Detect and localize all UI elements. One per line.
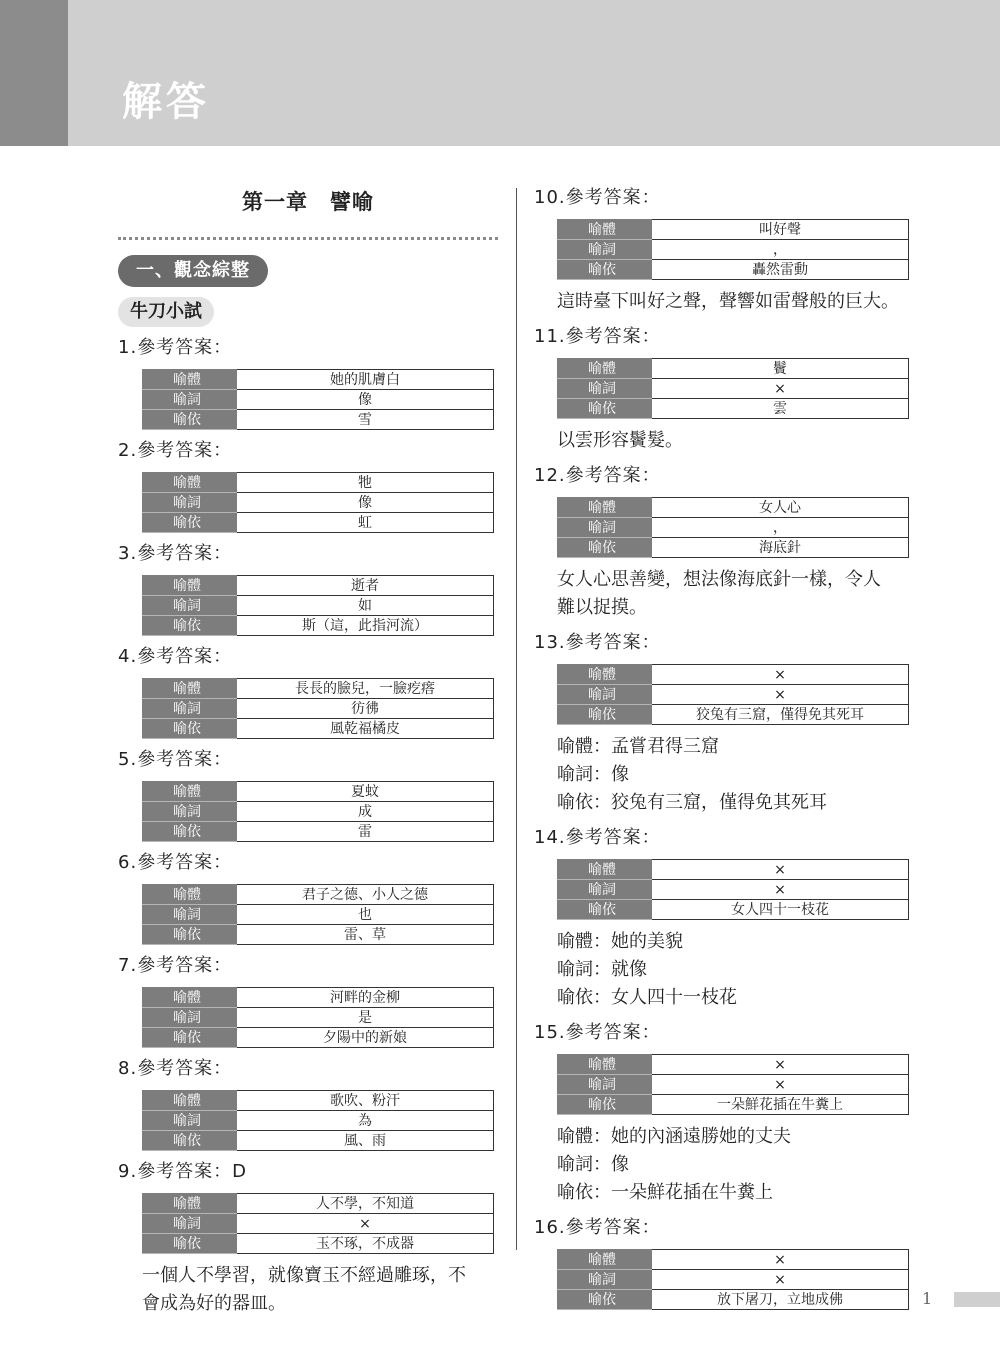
- row-key: 喻詞: [558, 240, 652, 260]
- question-number: 2.: [118, 440, 138, 461]
- explanation-line: 喻體：她的美貌: [557, 931, 683, 952]
- left-column: [118, 160, 498, 1318]
- row-key: 喻依: [143, 925, 237, 945]
- page-title: 解答: [122, 79, 210, 125]
- question-label: [534, 1019, 914, 1047]
- question-number: 6.: [118, 852, 138, 873]
- explanation-line: 一個人不學習，就像寶玉不經過雕琢，不: [142, 1265, 466, 1286]
- row-key: 喻體: [558, 1250, 652, 1270]
- row-value: ×: [652, 1250, 909, 1270]
- row-value: 風乾福橘皮: [237, 719, 494, 739]
- explanation: [557, 928, 914, 1012]
- question-label-text: 參考答案：: [137, 543, 233, 564]
- page-number-bar: [954, 1292, 1000, 1307]
- answer-row: [558, 1290, 909, 1310]
- question-label: [534, 323, 914, 351]
- row-value: 河畔的金柳: [237, 988, 494, 1008]
- question-label-text: 參考答案：: [137, 646, 233, 667]
- row-key: 喻依: [143, 1028, 237, 1048]
- question-number: 8.: [118, 1058, 138, 1079]
- question-label-text: 參考答案：: [137, 337, 233, 358]
- row-key: 喻依: [143, 719, 237, 739]
- answer-row: [143, 513, 494, 533]
- row-value: ×: [652, 665, 909, 685]
- question-number: 10.: [534, 187, 566, 208]
- question-block: [534, 323, 914, 455]
- explanation-line: 喻體：她的內涵遠勝她的丈夫: [557, 1126, 791, 1147]
- row-value: 虹: [237, 513, 494, 533]
- explanation-line: 女人心思善變，想法像海底針一樣，令人: [557, 569, 881, 590]
- answer-row: [558, 1055, 909, 1075]
- question-label-text: 參考答案：: [565, 465, 661, 486]
- row-value: 是: [237, 1008, 494, 1028]
- row-key: 喻依: [558, 399, 652, 419]
- question-block: [118, 1158, 498, 1318]
- explanation-line: 會成為好的器皿。: [142, 1293, 286, 1314]
- answer-row: [143, 596, 494, 616]
- explanation-line: 難以捉摸。: [557, 597, 647, 618]
- row-key: 喻依: [558, 705, 652, 725]
- explanation: [557, 427, 914, 455]
- question-label: [534, 184, 914, 212]
- right-column: [534, 160, 914, 1310]
- row-value: ×: [652, 880, 909, 900]
- row-value: ，: [652, 518, 909, 538]
- page-number: 1: [922, 1289, 933, 1308]
- row-key: 喻體: [558, 498, 652, 518]
- question-number: 11.: [534, 326, 566, 347]
- question-block: [534, 1019, 914, 1207]
- row-value: 叫好聲: [652, 220, 909, 240]
- question-block: [118, 849, 498, 945]
- answer-row: [558, 685, 909, 705]
- row-value: ，: [652, 240, 909, 260]
- row-value: 雷、草: [237, 925, 494, 945]
- answer-row: [143, 390, 494, 410]
- question-label: [118, 952, 498, 980]
- row-key: 喻依: [558, 1290, 652, 1310]
- row-key: 喻體: [143, 885, 237, 905]
- explanation-line: 喻詞：像: [557, 1154, 629, 1175]
- explanation-line: 喻詞：就像: [557, 959, 647, 980]
- row-value: 女人四十一枝花: [652, 900, 909, 920]
- row-value: 玉不琢，不成器: [237, 1234, 494, 1254]
- answer-row: [143, 370, 494, 390]
- row-value: 君子之德、小人之德: [237, 885, 494, 905]
- question-label-text: 參考答案：: [137, 440, 233, 461]
- row-key: 喻詞: [558, 685, 652, 705]
- question-label-text: 參考答案：: [137, 955, 233, 976]
- row-value: 夕陽中的新娘: [237, 1028, 494, 1048]
- answer-row: [143, 1111, 494, 1131]
- row-key: 喻依: [143, 616, 237, 636]
- answer-row: [143, 576, 494, 596]
- explanation-line: 喻依：狡兔有三窟，僅得免其死耳: [557, 792, 827, 813]
- answer-row: [143, 802, 494, 822]
- question-block: [534, 629, 914, 817]
- row-value: 為: [237, 1111, 494, 1131]
- answer-row: [143, 1214, 494, 1234]
- answer-row: [143, 1028, 494, 1048]
- answer-row: [143, 782, 494, 802]
- question-block: [118, 540, 498, 636]
- row-value: 一朵鮮花插在牛糞上: [652, 1095, 909, 1115]
- row-value: 人不學，不知道: [237, 1194, 494, 1214]
- question-block: [534, 184, 914, 316]
- explanation-line: 喻依：一朵鮮花插在牛糞上: [557, 1182, 773, 1203]
- question-label: [118, 540, 498, 568]
- row-value: 像: [237, 493, 494, 513]
- question-label: [118, 437, 498, 465]
- answer-table: [557, 1249, 909, 1310]
- row-value: ×: [652, 379, 909, 399]
- row-key: 喻依: [143, 513, 237, 533]
- row-key: 喻體: [143, 988, 237, 1008]
- row-key: 喻詞: [558, 1075, 652, 1095]
- row-key: 喻體: [143, 1091, 237, 1111]
- answer-row: [558, 220, 909, 240]
- question-block: [118, 746, 498, 842]
- question-block: [534, 1214, 914, 1310]
- question-label: [534, 1214, 914, 1242]
- row-value: 逝者: [237, 576, 494, 596]
- explanation-line: 喻依：女人四十一枝花: [557, 987, 737, 1008]
- answer-row: [558, 518, 909, 538]
- row-key: 喻詞: [143, 802, 237, 822]
- explanation: [557, 566, 914, 622]
- question-label-text: 參考答案：: [565, 827, 661, 848]
- answer-row: [143, 822, 494, 842]
- left-question-list: [118, 334, 498, 1318]
- row-key: 喻依: [143, 410, 237, 430]
- answer-table: [142, 884, 494, 945]
- answer-table: [557, 358, 909, 419]
- row-key: 喻依: [143, 822, 237, 842]
- answer-row: [558, 880, 909, 900]
- row-key: 喻體: [558, 359, 652, 379]
- answer-row: [558, 1075, 909, 1095]
- question-number: 13.: [534, 632, 566, 653]
- row-key: 喻詞: [558, 518, 652, 538]
- answer-table: [142, 678, 494, 739]
- answer-row: [143, 1234, 494, 1254]
- row-value: 像: [237, 390, 494, 410]
- row-value: 也: [237, 905, 494, 925]
- question-block: [534, 462, 914, 622]
- row-value: 轟然雷動: [652, 260, 909, 280]
- question-label-text: 參考答案：: [137, 1058, 233, 1079]
- question-block: [118, 334, 498, 430]
- answer-table: [142, 369, 494, 430]
- question-label: [534, 824, 914, 852]
- row-value: 成: [237, 802, 494, 822]
- question-label: [118, 1158, 498, 1186]
- explanation: [557, 288, 914, 316]
- answer-row: [143, 410, 494, 430]
- question-label: [118, 746, 498, 774]
- answer-row: [143, 679, 494, 699]
- answer-row: [143, 473, 494, 493]
- column-divider: [516, 188, 517, 1250]
- question-number: 7.: [118, 955, 138, 976]
- row-key: 喻體: [143, 782, 237, 802]
- row-value: 狡兔有三窟，僅得免其死耳: [652, 705, 909, 725]
- row-key: 喻詞: [558, 1270, 652, 1290]
- answer-row: [143, 719, 494, 739]
- row-value: 她的肌膚白: [237, 370, 494, 390]
- row-value: 雪: [237, 410, 494, 430]
- question-block: [534, 824, 914, 1012]
- row-value: 女人心: [652, 498, 909, 518]
- answer-row: [143, 1008, 494, 1028]
- answer-row: [558, 1270, 909, 1290]
- question-label: [534, 462, 914, 490]
- answer-row: [558, 399, 909, 419]
- explanation-line: 喻詞：像: [557, 764, 629, 785]
- answer-table: [142, 575, 494, 636]
- answer-row: [558, 359, 909, 379]
- row-key: 喻詞: [143, 596, 237, 616]
- row-value: 雷: [237, 822, 494, 842]
- answer-row: [558, 665, 909, 685]
- answer-row: [143, 1091, 494, 1111]
- row-key: 喻體: [143, 679, 237, 699]
- question-label-text: 參考答案：D: [137, 1161, 248, 1182]
- question-label: [118, 849, 498, 877]
- row-key: 喻詞: [143, 699, 237, 719]
- answer-table: [142, 472, 494, 533]
- explanation: [142, 1262, 498, 1318]
- question-label-text: 參考答案：: [565, 632, 661, 653]
- question-block: [118, 437, 498, 533]
- row-key: 喻詞: [143, 905, 237, 925]
- question-number: 1.: [118, 337, 138, 358]
- row-value: ×: [237, 1214, 494, 1234]
- row-key: 喻詞: [143, 493, 237, 513]
- row-key: 喻體: [143, 576, 237, 596]
- row-value: 彷彿: [237, 699, 494, 719]
- explanation-line: 喻體：孟嘗君得三窟: [557, 736, 719, 757]
- answer-row: [143, 988, 494, 1008]
- answer-row: [143, 905, 494, 925]
- header-tab-accent: [0, 0, 68, 146]
- answer-table: [142, 1193, 494, 1254]
- answer-row: [558, 860, 909, 880]
- question-number: 4.: [118, 646, 138, 667]
- answer-table: [557, 497, 909, 558]
- explanation-line: 這時臺下叫好之聲，聲響如雷聲般的巨大。: [557, 291, 899, 312]
- row-key: 喻詞: [558, 880, 652, 900]
- row-value: 長長的臉兒，一臉疙瘩: [237, 679, 494, 699]
- question-label: [118, 334, 498, 362]
- answer-row: [143, 493, 494, 513]
- answer-row: [143, 616, 494, 636]
- answer-table: [142, 1090, 494, 1151]
- question-number: 15.: [534, 1022, 566, 1043]
- question-number: 12.: [534, 465, 566, 486]
- answer-table: [557, 664, 909, 725]
- row-key: 喻體: [143, 473, 237, 493]
- row-key: 喻依: [558, 900, 652, 920]
- row-key: 喻體: [558, 220, 652, 240]
- question-label-text: 參考答案：: [565, 1217, 661, 1238]
- row-value: 夏蚊: [237, 782, 494, 802]
- row-value: ×: [652, 685, 909, 705]
- row-key: 喻體: [143, 1194, 237, 1214]
- row-key: 喻體: [558, 665, 652, 685]
- question-block: [118, 952, 498, 1048]
- answer-row: [143, 1131, 494, 1151]
- right-question-list: [534, 184, 914, 1310]
- row-key: 喻詞: [143, 390, 237, 410]
- answer-table: [142, 781, 494, 842]
- row-key: 喻詞: [143, 1111, 237, 1131]
- question-label-text: 參考答案：: [565, 326, 661, 347]
- answer-row: [143, 885, 494, 905]
- answer-row: [143, 925, 494, 945]
- row-key: 喻依: [558, 1095, 652, 1115]
- question-number: 16.: [534, 1217, 566, 1238]
- question-number: 9.: [118, 1161, 138, 1182]
- row-value: 牠: [237, 473, 494, 493]
- row-key: 喻依: [143, 1131, 237, 1151]
- answer-row: [558, 1250, 909, 1270]
- answer-row: [143, 699, 494, 719]
- row-key: 喻依: [143, 1234, 237, 1254]
- row-value: 鬢: [652, 359, 909, 379]
- answer-row: [558, 538, 909, 558]
- row-value: 風、雨: [237, 1131, 494, 1151]
- answer-row: [558, 379, 909, 399]
- question-number: 14.: [534, 827, 566, 848]
- question-block: [118, 1055, 498, 1151]
- row-key: 喻體: [558, 860, 652, 880]
- answer-row: [558, 240, 909, 260]
- explanation-line: 以雲形容鬢髮。: [557, 430, 683, 451]
- row-value: ×: [652, 1055, 909, 1075]
- question-label: [118, 1055, 498, 1083]
- row-key: 喻依: [558, 260, 652, 280]
- question-label-text: 參考答案：: [137, 749, 233, 770]
- row-value: 雲: [652, 399, 909, 419]
- answer-table: [557, 219, 909, 280]
- answer-table: [557, 859, 909, 920]
- answer-table: [142, 987, 494, 1048]
- question-number: 5.: [118, 749, 138, 770]
- row-value: 歌吹、粉汗: [237, 1091, 494, 1111]
- question-label: [534, 629, 914, 657]
- row-key: 喻詞: [143, 1008, 237, 1028]
- row-key: 喻體: [558, 1055, 652, 1075]
- row-value: 放下屠刀，立地成佛: [652, 1290, 909, 1310]
- section-label: 一、觀念綜整: [118, 255, 268, 287]
- question-label-text: 參考答案：: [137, 852, 233, 873]
- row-value: 如: [237, 596, 494, 616]
- answer-table: [557, 1054, 909, 1115]
- question-label-text: 參考答案：: [565, 1022, 661, 1043]
- explanation: [557, 1123, 914, 1207]
- question-label-text: 參考答案：: [565, 187, 661, 208]
- row-key: 喻依: [558, 538, 652, 558]
- row-value: ×: [652, 1075, 909, 1095]
- question-block: [118, 643, 498, 739]
- subsection-label: 牛刀小試: [118, 297, 214, 327]
- question-label: [118, 643, 498, 671]
- answer-row: [558, 1095, 909, 1115]
- chapter-title: 第一章 譬喻: [242, 190, 374, 214]
- explanation: [557, 733, 914, 817]
- row-key: 喻體: [143, 370, 237, 390]
- row-key: 喻詞: [558, 379, 652, 399]
- row-value: ×: [652, 1270, 909, 1290]
- row-value: ×: [652, 860, 909, 880]
- answer-row: [558, 260, 909, 280]
- row-value: 斯（這，此指河流）: [237, 616, 494, 636]
- question-number: 3.: [118, 543, 138, 564]
- row-key: 喻詞: [143, 1214, 237, 1234]
- answer-row: [143, 1194, 494, 1214]
- answer-row: [558, 705, 909, 725]
- answer-row: [558, 900, 909, 920]
- answer-row: [558, 498, 909, 518]
- row-value: 海底針: [652, 538, 909, 558]
